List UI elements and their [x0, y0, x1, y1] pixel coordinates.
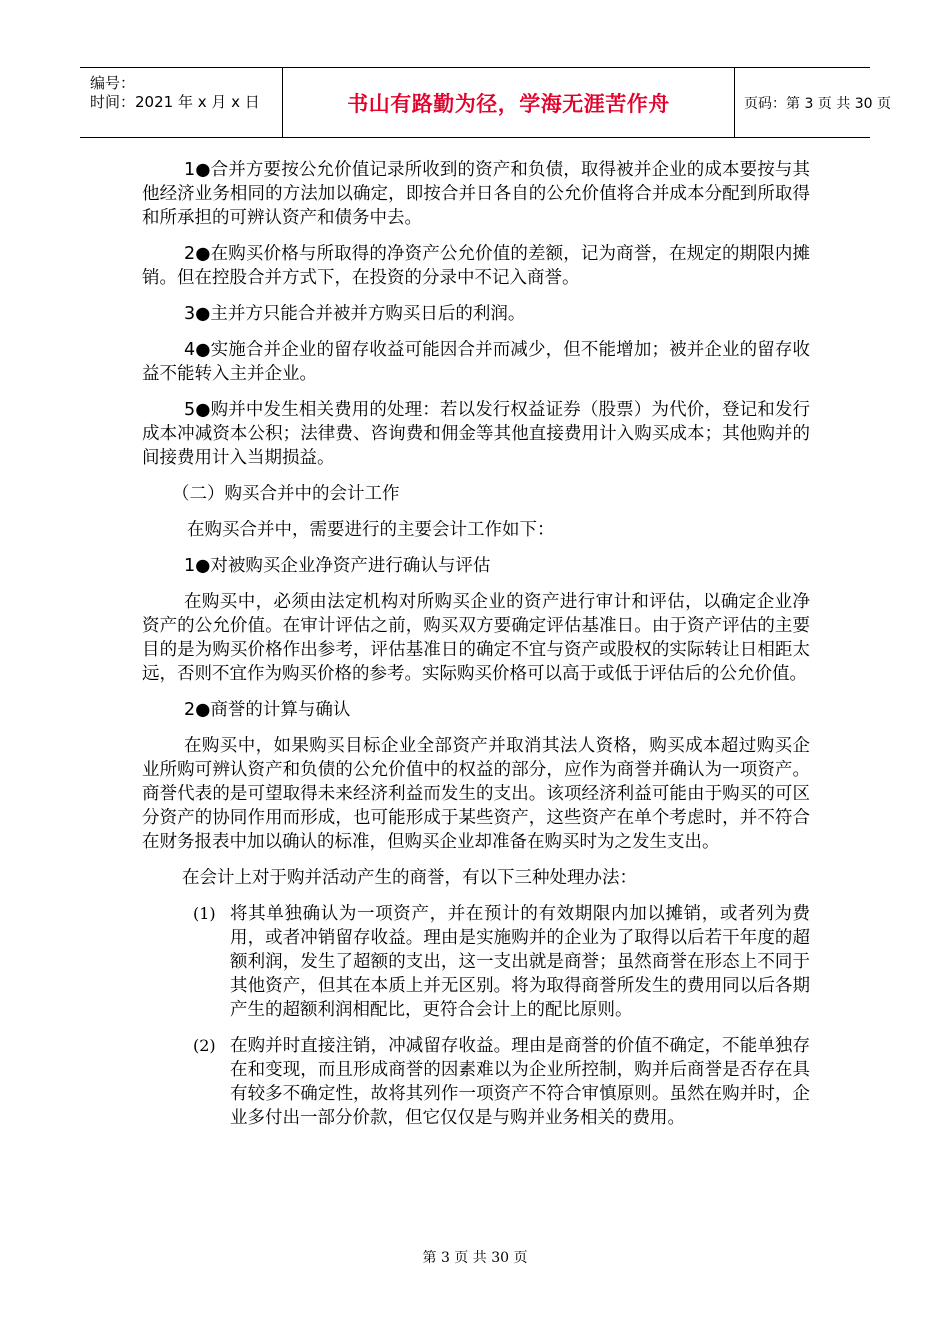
paragraph-rule-5: 5●购并中发生相关费用的处理：若以发行权益证券（股票）为代价，登记和发行成本冲减资本公积；法律费、咨询费和佣金等其他直接费用计入购买成本；其他购并的间接费用计入当期损益。	[142, 400, 810, 468]
document-number-label: 编号：	[90, 74, 136, 92]
header-meta-cell	[80, 68, 283, 137]
paragraph-methods-intro: 在会计上对于购并活动产生的商誉，有以下三种处理办法：	[182, 868, 637, 888]
header-page-info: 页码：第 3 页 共 30 页	[744, 95, 891, 112]
page-footer: 第 3 页 共 30 页	[422, 1250, 528, 1266]
section-heading: （二）购买合并中的会计工作	[172, 484, 400, 504]
list-item	[142, 902, 810, 1022]
header-motto-cell	[283, 68, 735, 137]
list-item-number: (1)	[193, 904, 216, 923]
paragraph-valuation: 在购买中，必须由法定机构对所购买企业的资产进行审计和评估，以确定企业净资产的公允价值。在审计评估之前，购买双方要确定评估基准日。由于资产评估的主要目的是为购买价格作出参考，评估基准日的确定不宜与资产或股权的实际转让日相距太远，否则不宜作为购买价格的参考。实际购买价格可以高于或低于评估后的公允价值。	[142, 592, 810, 684]
paragraph-rule-3: 3●主并方只能合并被并方购买日后的利润。	[184, 304, 526, 324]
document-date-label: 时间：2021 年 x 月 x 日	[90, 93, 260, 111]
list-item	[142, 1034, 810, 1130]
list-item-text: 在购并时直接注销，冲减留存收益。理由是商誉的价值不确定，不能单独存在和变现，而且形成商誉的因素难以为企业所控制，购并后商誉是否存在具有较多不确定性，故将其列作一项资产不符合审慎原则。虽然在购并时，企业多付出一部分价款，但它仅仅是与购并业务相关的费用。	[230, 1036, 810, 1128]
paragraph-rule-1: 1●合并方要按公允价值记录所收到的资产和负债，取得被并企业的成本要按与其他经济业务相同的方法加以确定，即按合并日各自的公允价值将合并成本分配到所取得和所承担的可辨认资产和债务中去。	[142, 160, 810, 228]
header-page-cell	[735, 68, 891, 137]
subheading-goodwill: 2●商誉的计算与确认	[184, 700, 351, 720]
subheading-valuation: 1●对被购买企业净资产进行确认与评估	[184, 556, 491, 576]
list-item-number: (2)	[193, 1036, 216, 1055]
document-body	[142, 158, 810, 1142]
header-motto: 书山有路勤为径，学海无涯苦作舟	[347, 91, 670, 116]
paragraph-rule-2: 2●在购买价格与所取得的净资产公允价值的差额，记为商誉，在规定的期限内摊销。但在控股合并方式下，在投资的分录中不记入商誉。	[142, 244, 810, 288]
paragraph-goodwill: 在购买中，如果购买目标企业全部资产并取消其法人资格，购买成本超过购买企业所购可辨认资产和负债的公允价值中的权益的部分，应作为商誉并确认为一项资产。商誉代表的是可望取得未来经济利益而发生的支出。该项经济利益可能由于购买的可区分资产的协同作用而形成，也可能形成于某些资产，这些资产在单个考虑时，并不符合在财务报表中加以确认的标准，但购买企业却准备在购买时为之发生支出。	[142, 736, 810, 852]
paragraph-rule-4: 4●实施合并企业的留存收益可能因合并而减少，但不能增加；被并企业的留存收益不能转入主并企业。	[142, 340, 810, 384]
list-item-text: 将其单独确认为一项资产，并在预计的有效期限内加以摊销，或者列为费用，或者冲销留存收益。理由是实施购并的企业为了取得以后若干年度的超额利润，发生了超额的支出，这一支出就是商誉；虽然商誉在形态上不同于其他资产，但其在本质上并无区别。将为取得商誉所发生的费用同以后各期产生的超额利润相配比，更符合会计上的配比原则。	[230, 904, 810, 1020]
page-header	[80, 67, 891, 138]
section-intro: 在购买合并中，需要进行的主要会计工作如下：	[187, 520, 555, 540]
